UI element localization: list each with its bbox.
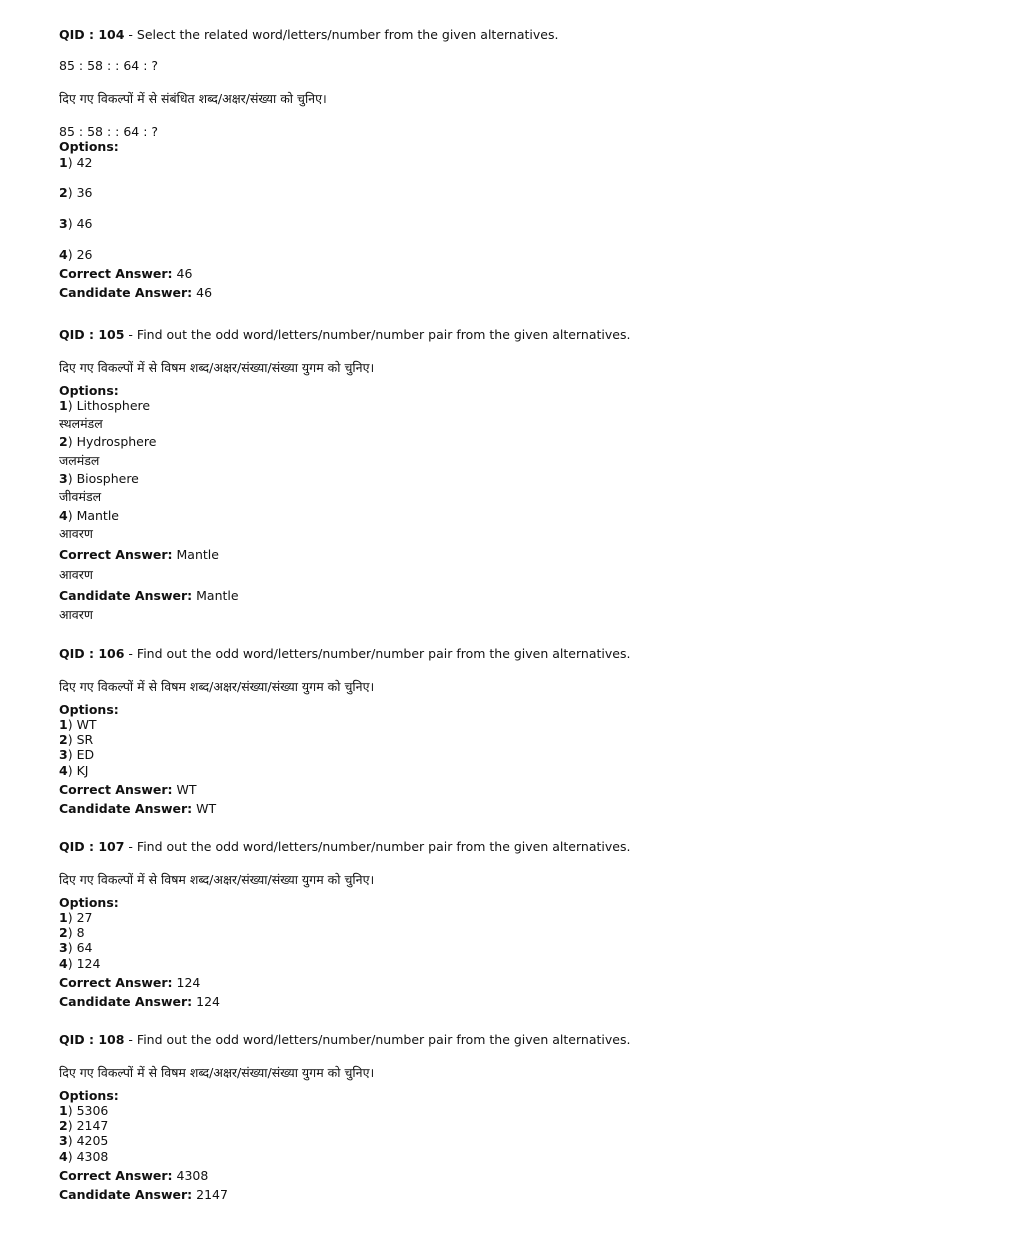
qid-label: QID : 108 — [59, 1032, 125, 1047]
option-4: 4) 26 — [59, 246, 93, 262]
option-3: 3) 46 — [59, 215, 93, 231]
option-2: 2) 8 — [59, 925, 85, 941]
question-header: QID : 106 - Find out the odd word/letters/number/number pair from the given alternatives. — [59, 646, 631, 661]
option-2: 2) 2147 — [59, 1118, 109, 1134]
correct-answer: Correct Answer: 124 — [59, 975, 201, 991]
question-106 — [59, 646, 959, 817]
option-1: 1) Lithosphere — [59, 397, 151, 413]
option-3: 3) ED — [59, 747, 95, 763]
correct-answer: Correct Answer: Mantle — [59, 547, 219, 563]
question-text: Find out the odd word/letters/number/number pair from the given alternatives. — [136, 1032, 631, 1047]
question-text-hindi: दिए गए विकल्पों में से विषम शब्द/अक्षर/संख्या/संख्या युगम को चुनिए। — [59, 679, 375, 695]
candidate-answer: Candidate Answer: 2147 — [59, 1187, 228, 1203]
option-2: 2) SR — [59, 732, 94, 748]
candidate-answer: Candidate Answer: Mantle — [59, 587, 239, 603]
option-3: 3) 4205 — [59, 1133, 109, 1149]
question-header: QID : 104 - Select the related word/letters/number from the given alternatives. — [59, 27, 559, 42]
option-1: 1) 5306 — [59, 1102, 109, 1118]
qid-label: QID : 104 — [59, 27, 125, 42]
correct-answer-hindi: आवरण — [59, 566, 93, 582]
question-header: QID : 107 - Find out the odd word/letters/number/number pair from the given alternatives. — [59, 839, 631, 854]
option-2-hindi: जलमंडल — [59, 452, 100, 468]
option-3: 3) 64 — [59, 940, 93, 956]
option-4: 4) Mantle — [59, 507, 119, 523]
option-1-hindi: स्थलमंडल — [59, 416, 103, 432]
correct-answer: Correct Answer: 46 — [59, 265, 193, 281]
question-header: QID : 105 - Find out the odd word/letters/number/number pair from the given alternatives. — [59, 327, 631, 342]
qid-label: QID : 107 — [59, 839, 125, 854]
question-105 — [59, 327, 959, 622]
option-2: 2) Hydrosphere — [59, 434, 157, 450]
question-text-hindi: दिए गए विकल्पों में से विषम शब्द/अक्षर/संख्या/संख्या युगम को चुनिए। — [59, 1065, 375, 1081]
options-label: Options: — [59, 382, 119, 398]
option-2: 2) 36 — [59, 185, 93, 201]
question-text: Select the related word/letters/number from the given alternatives. — [136, 27, 559, 42]
question-extra: 85 : 58 : : 64 : ? — [59, 57, 159, 73]
correct-answer: Correct Answer: WT — [59, 782, 197, 798]
options-label: Options: — [59, 701, 119, 717]
question-text: Find out the odd word/letters/number/number pair from the given alternatives. — [136, 646, 631, 661]
options-label: Options: — [59, 894, 119, 910]
question-104 — [59, 27, 959, 300]
qid-label: QID : 106 — [59, 646, 125, 661]
correct-answer: Correct Answer: 4308 — [59, 1168, 209, 1184]
question-text: Find out the odd word/letters/number/number pair from the given alternatives. — [136, 327, 631, 342]
question-text-hindi: दिए गए विकल्पों में से विषम शब्द/अक्षर/संख्या/संख्या युगम को चुनिए। — [59, 360, 375, 376]
option-3: 3) Biosphere — [59, 471, 139, 487]
candidate-answer: Candidate Answer: 46 — [59, 285, 213, 301]
option-4-hindi: आवरण — [59, 525, 93, 541]
option-4: 4) 4308 — [59, 1148, 109, 1164]
question-extra-hindi: 85 : 58 : : 64 : ? — [59, 124, 159, 140]
option-1: 1) 42 — [59, 154, 93, 170]
options-label: Options: — [59, 1087, 119, 1103]
qid-label: QID : 105 — [59, 327, 125, 342]
option-4: 4) 124 — [59, 955, 101, 971]
question-text-hindi: दिए गए विकल्पों में से संबंधित शब्द/अक्षर/संख्या को चुनिए। — [59, 90, 327, 106]
candidate-answer: Candidate Answer: WT — [59, 801, 217, 817]
question-text: Find out the odd word/letters/number/number pair from the given alternatives. — [136, 839, 631, 854]
option-1: 1) WT — [59, 716, 97, 732]
question-text-hindi: दिए गए विकल्पों में से विषम शब्द/अक्षर/संख्या/संख्या युगम को चुनिए। — [59, 872, 375, 888]
option-1: 1) 27 — [59, 909, 93, 925]
question-header: QID : 108 - Find out the odd word/letters/number/number pair from the given alternatives. — [59, 1032, 631, 1047]
option-4: 4) KJ — [59, 762, 89, 778]
candidate-answer-hindi: आवरण — [59, 607, 93, 623]
options-label: Options: — [59, 139, 119, 155]
candidate-answer: Candidate Answer: 124 — [59, 994, 220, 1010]
question-107 — [59, 839, 959, 1010]
option-3-hindi: जीवमंडल — [59, 489, 102, 505]
question-108 — [59, 1032, 959, 1203]
